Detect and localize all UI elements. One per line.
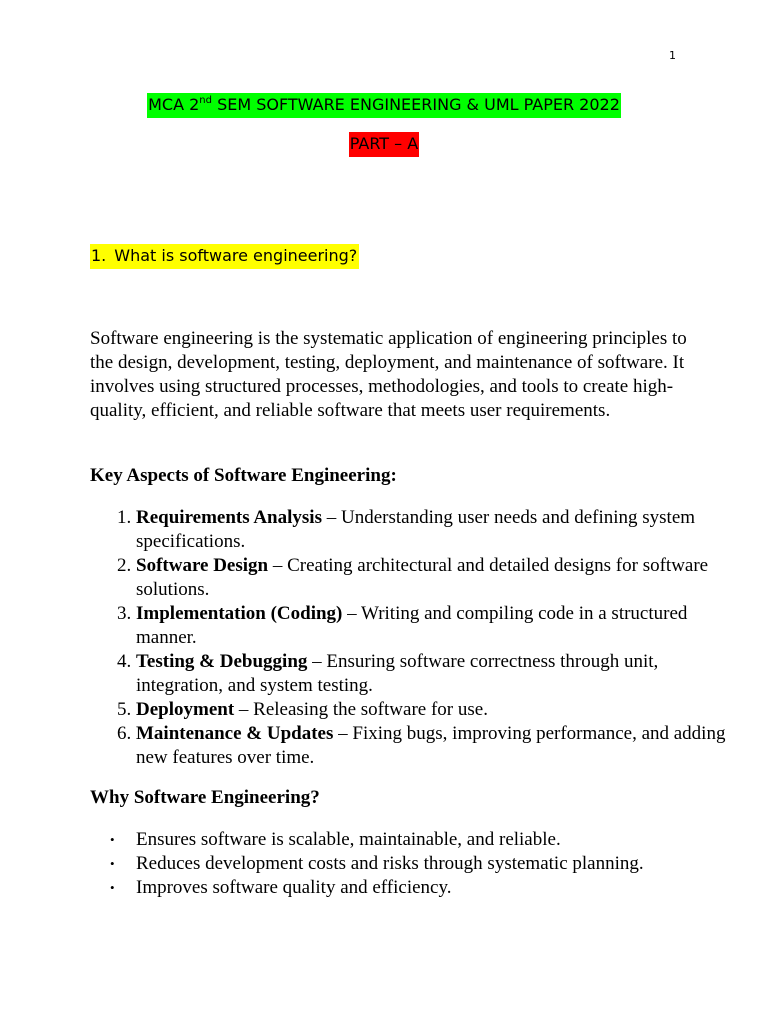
list-item <box>136 506 736 554</box>
aspect-term: Testing & Debugging <box>136 651 308 672</box>
aspect-term: Maintenance & Updates <box>136 723 334 744</box>
part-label: PART – A <box>349 132 419 157</box>
bullet-icon: • <box>110 880 115 895</box>
title-superscript: nd <box>199 95 212 106</box>
aspect-description: – Fixing bugs, improving performance, and adding new features over time. <box>136 723 726 768</box>
aspect-description: – Releasing the software for use. <box>234 699 488 720</box>
aspect-term: Requirements Analysis <box>136 507 322 528</box>
why-item-text: Reduces development costs and risks through systematic planning. <box>136 853 644 874</box>
why-heading: Why Software Engineering? <box>90 787 320 808</box>
why-list <box>90 828 736 900</box>
aspect-term: Software Design <box>136 555 269 576</box>
aspect-description: – Understanding user needs and defining system specifications. <box>136 507 696 552</box>
bullet-icon: • <box>110 832 115 847</box>
question-number: 1. <box>91 246 107 265</box>
intro-paragraph: Software engineering is the systematic application of engineering principles to the design, development, testing, deployment, and maintenance of software. It involves using structured processes, methodologies, and tools to create high-quality, efficient, and reliable software that meets user requirements. <box>90 328 687 421</box>
list-item <box>136 698 736 722</box>
aspect-description: – Ensuring software correctness through unit, integration, and system testing. <box>136 651 659 696</box>
question-text: What is software engineering? <box>114 246 358 265</box>
bullet-icon: • <box>110 856 115 871</box>
why-item-text: Improves software quality and efficiency. <box>136 877 452 898</box>
page-number: 1 <box>669 49 676 62</box>
list-item <box>136 554 736 602</box>
why-item-text: Ensures software is scalable, maintainable, and reliable. <box>136 829 561 850</box>
title-prefix: MCA 2 <box>148 95 200 114</box>
list-item <box>110 828 736 852</box>
aspect-term: Implementation (Coding) <box>136 603 343 624</box>
aspect-description: – Creating architectural and detailed designs for software solutions. <box>136 555 709 600</box>
key-aspects-heading: Key Aspects of Software Engineering: <box>90 465 397 486</box>
question-heading <box>90 244 359 269</box>
list-item <box>110 852 736 876</box>
list-item <box>136 650 736 698</box>
list-item <box>136 602 736 650</box>
part-line <box>0 132 768 157</box>
aspect-description: – Writing and compiling code in a structured manner. <box>136 603 688 648</box>
list-item <box>136 722 736 770</box>
list-item <box>110 876 736 900</box>
key-aspects-list <box>90 506 736 770</box>
title-line <box>0 93 768 118</box>
aspect-term: Deployment <box>136 699 235 720</box>
title-suffix: SEM SOFTWARE ENGINEERING & UML PAPER 2022 <box>211 95 620 114</box>
paper-title <box>147 93 621 118</box>
